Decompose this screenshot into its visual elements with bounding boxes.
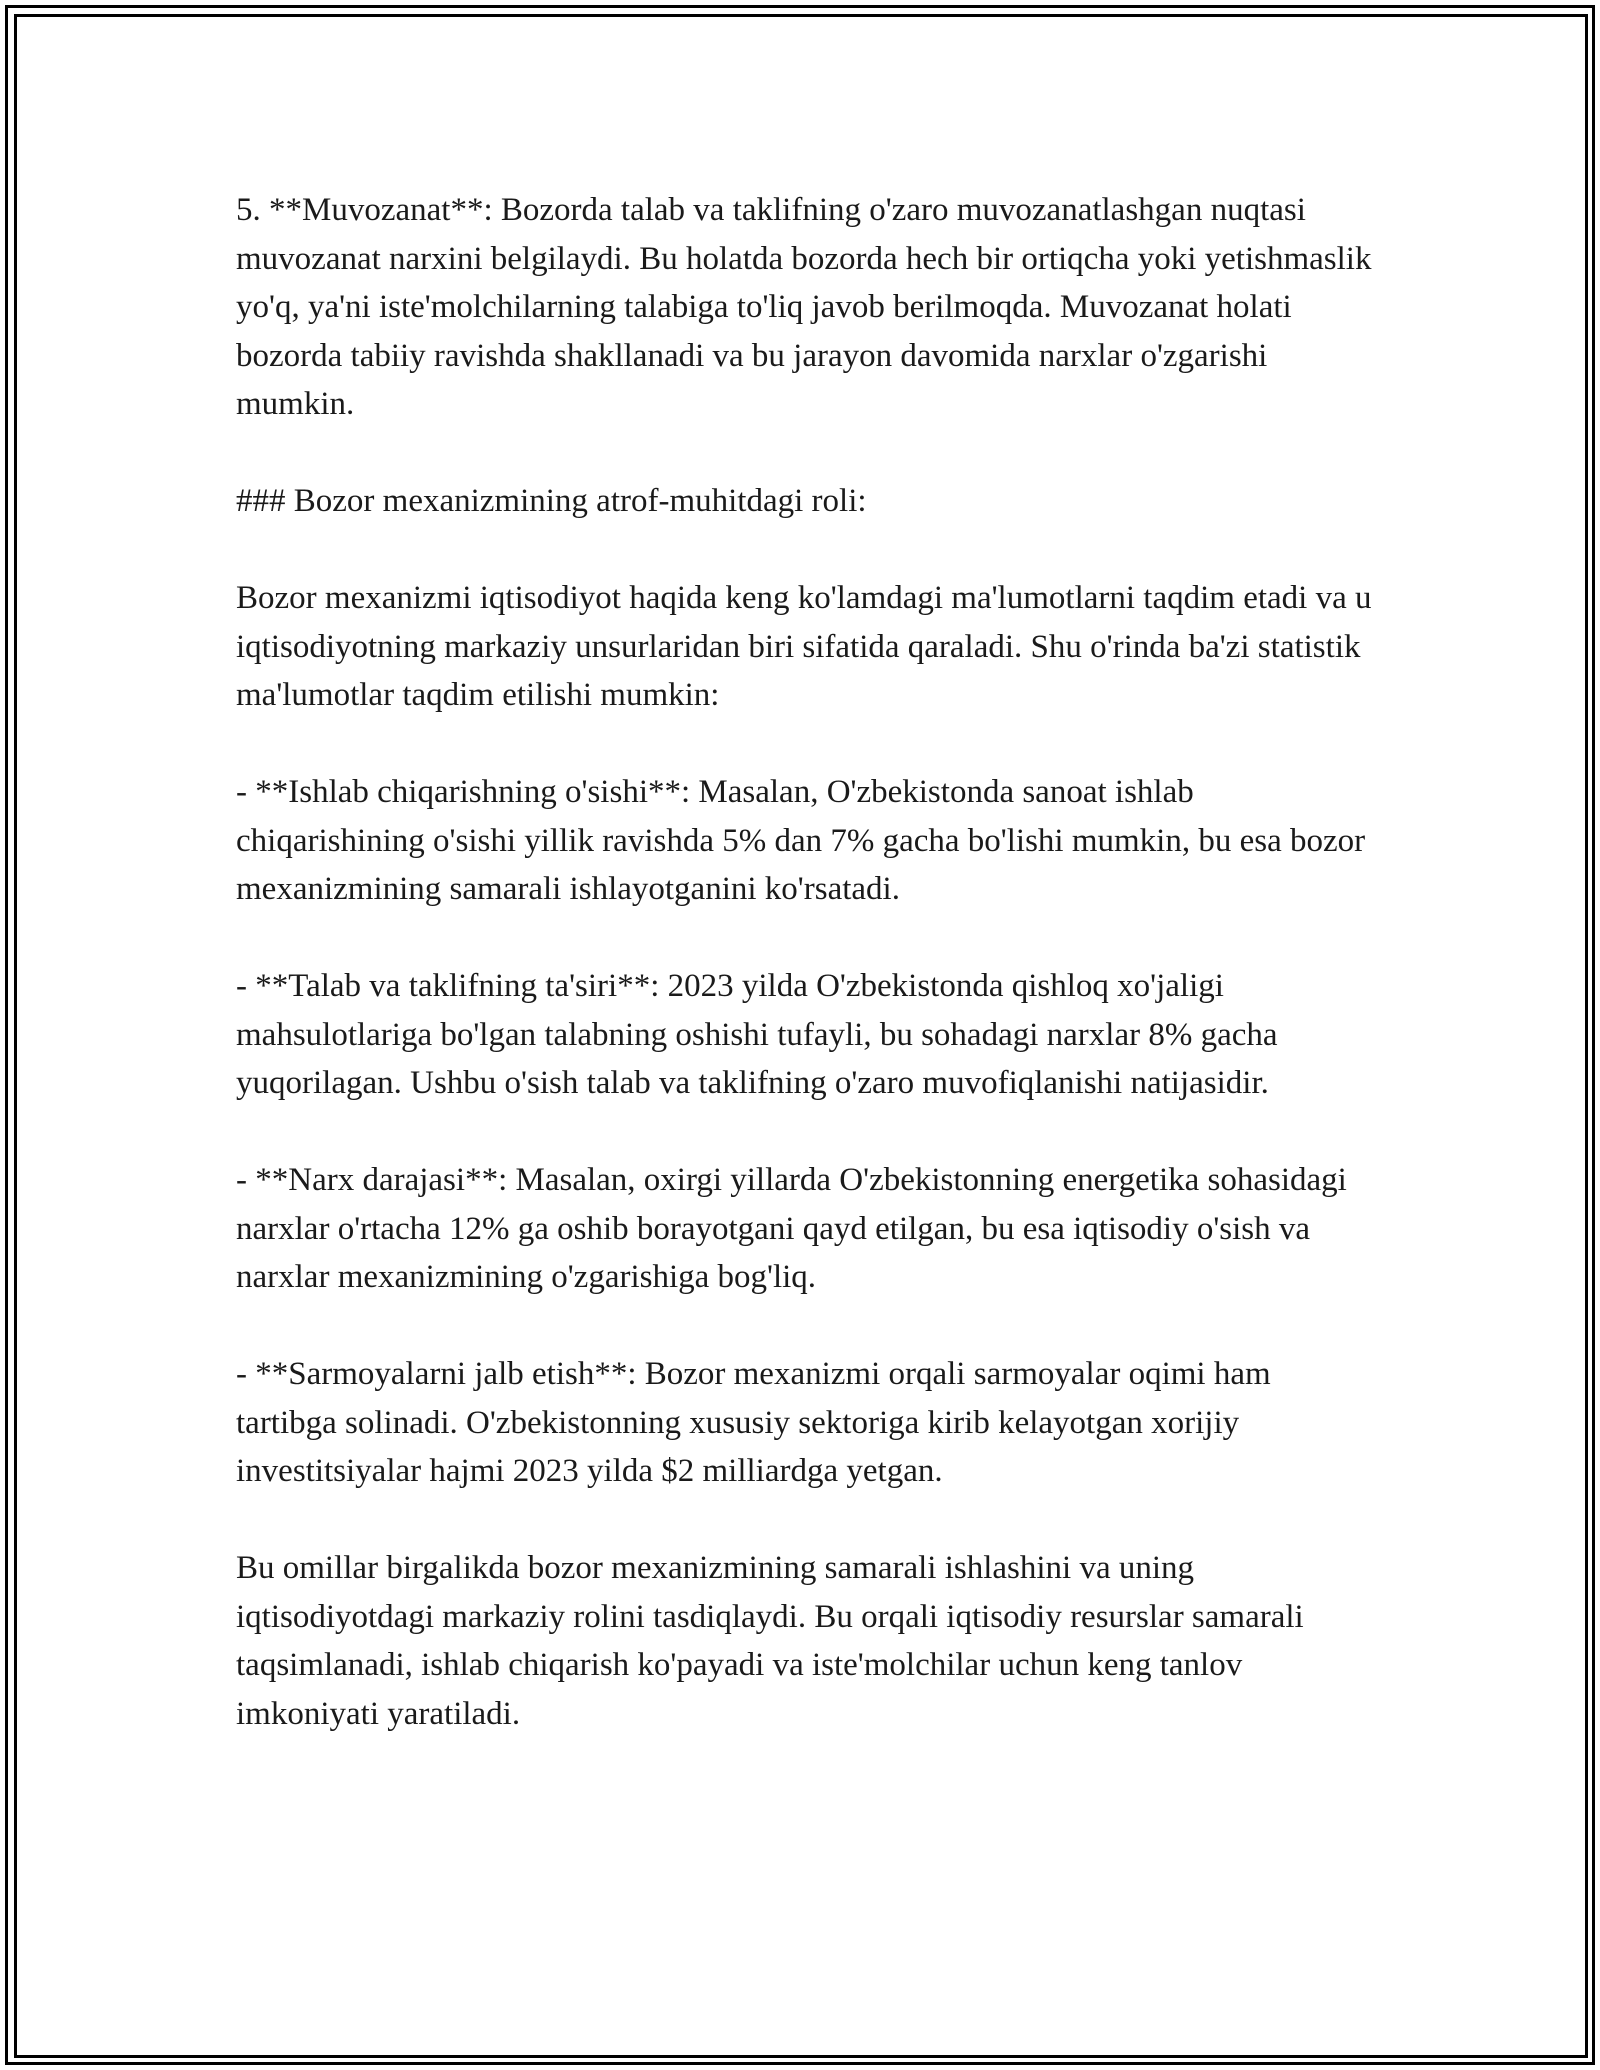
document-body — [236, 186, 1376, 1738]
paragraph-equilibrium: 5. **Muvozanat**: Bozorda talab va taklifning o'zaro muvozanatlashgan nuqtasi muvozanat narxini belgilaydi. Bu holatda bozorda hech bir ortiqcha yoki yetishmaslik yo'q, ya'ni iste'molchilarning talabiga to'liq javob berilmoqda. Muvozanat holati bozorda tabiiy ravishda shakllanadi va bu jarayon davomida narxlar o'zgarishi mumkin. — [236, 192, 1372, 422]
list-item-price-level: - **Narx darajasi**: Masalan, oxirgi yillarda O'zbekistonning energetika sohasidagi narxlar o'rtacha 12% ga oshib borayotgani qayd etilgan, bu esa iqtisodiy o'sish va narxlar mexanizmining o'zgarishiga bog'liq. — [236, 1162, 1347, 1295]
paragraph-conclusion: Bu omillar birgalikda bozor mexanizmining samarali ishlashini va uning iqtisodiyotdagi markaziy rolini tasdiqlaydi. Bu orqali iqtisodiy resurslar samarali taqsimlanadi, ishlab chiqarish ko'payadi va iste'molchilar uchun keng tanlov imkoniyati yaratiladi. — [236, 1550, 1304, 1732]
section-heading: ### Bozor mexanizmining atrof-muhitdagi roli: — [236, 483, 867, 519]
list-item-investment: - **Sarmoyalarni jalb etish**: Bozor mexanizmi orqali sarmoyalar oqimi ham tartibga solinadi. O'zbekistonning xususiy sektoriga kirib kelayotgan xorijiy investitsiyalar hajmi 2023 yilda $2 milliardga yetgan. — [236, 1356, 1271, 1489]
list-item-production-growth: - **Ishlab chiqarishning o'sishi**: Masalan, O'zbekistonda sanoat ishlab chiqarishining o'sishi yillik ravishda 5% dan 7% gacha bo'lishi mumkin, bu esa bozor mexanizmining samarali ishlayotganini ko'rsatadi. — [236, 774, 1366, 907]
list-item-supply-demand: - **Talab va taklifning ta'siri**: 2023 yilda O'zbekistonda qishloq xo'jaligi mahsulotlariga bo'lgan talabning oshishi tufayli, bu sohadagi narxlar 8% gacha yuqorilagan. Ushbu o'sish talab va taklifning o'zaro muvofiqlanishi natijasidir. — [236, 968, 1278, 1101]
paragraph-intro: Bozor mexanizmi iqtisodiyot haqida keng ko'lamdagi ma'lumotlarni taqdim etadi va u iqtisodiyotning markaziy unsurlaridan biri sifatida qaraladi. Shu o'rinda ba'zi statistik ma'lumotlar taqdim etilishi mumkin: — [236, 580, 1372, 713]
